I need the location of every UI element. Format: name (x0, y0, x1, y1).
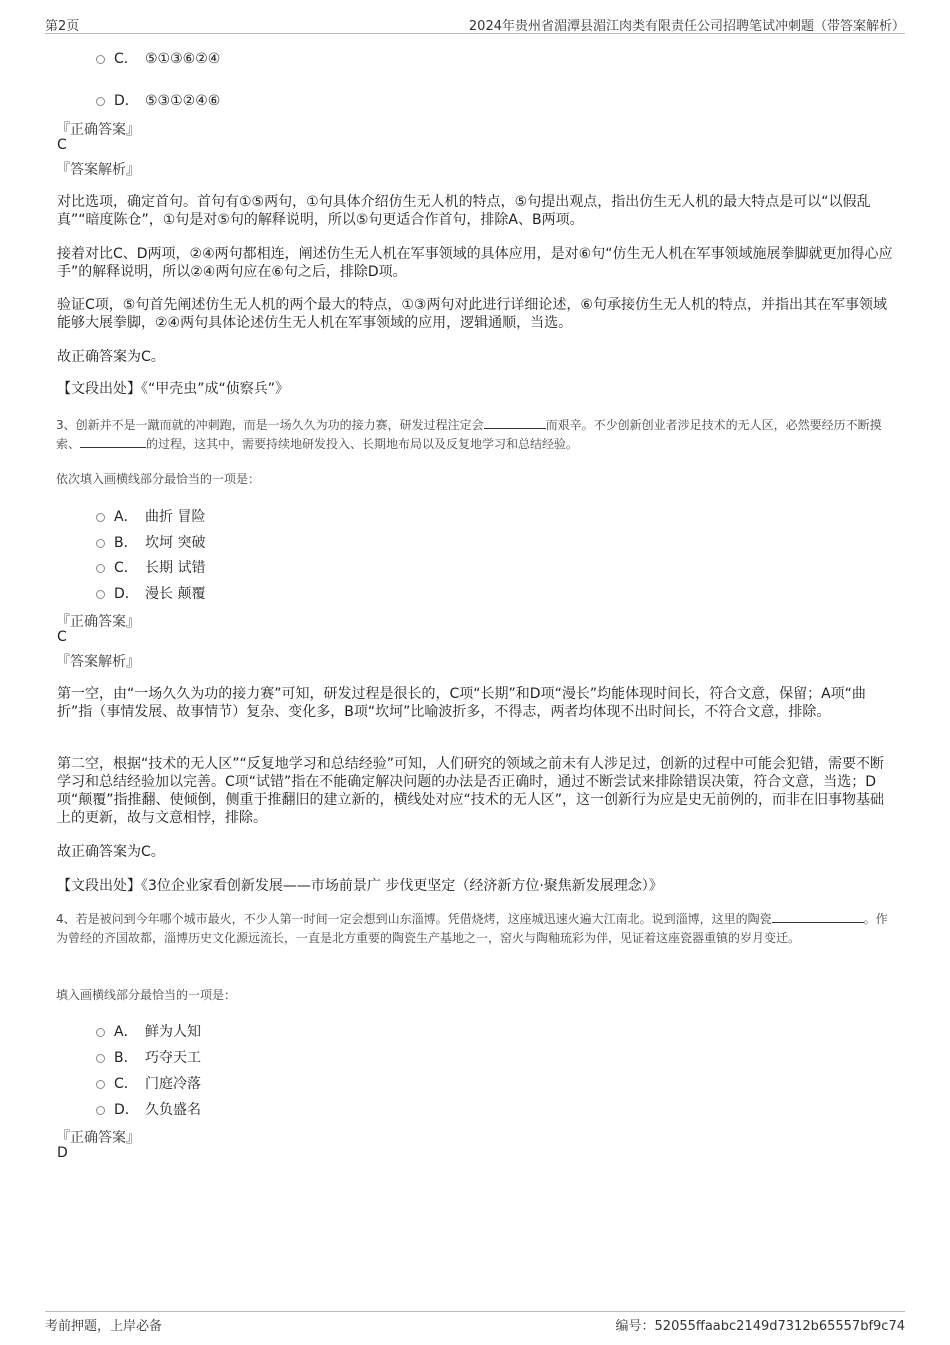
q2-source: 【文段出处】《“甲壳虫”成“侦察兵”》 (57, 381, 290, 397)
fill-blank (772, 911, 864, 923)
q3-analysis-p2: 第二空，根据“技术的无人区”“反复地学习和总结经验”可知，人们研究的领域之前未有人涉足过，创新的过程中可能会犯错，需要不断学习和总结经验加以完善。C项“试错”指在不能确定解决问题的办法是否正确时，通过不断尝试来排除错误决策，符合文意，当选；D项“颠覆”指推翻、使倾倒，侧重于推翻旧的建立新的，横线处对应“技术的无人区”，这一创新行为应是史无前例的，而非在旧事物基础上的更新，故与文意相悖，排除。 (57, 756, 885, 826)
radio-icon[interactable] (96, 564, 105, 573)
q2-analysis-p2: 接着对比C、D两项，②④两句都相连，阐述仿生无人机在军事领域的具体应用，是对⑥句“仿生无人机在军事领域施展拳脚就更加得心应手”的解释说明，所以②④两句应在⑥句之后，排除D项。 (57, 246, 893, 280)
q3-option-a[interactable]: A． 曲折 冒险 (96, 506, 205, 526)
q4-option-d[interactable]: D． 久负盛名 (96, 1099, 201, 1119)
q2-answer: C (57, 137, 67, 153)
q2-answer-label: 『正确答案』 (56, 122, 140, 138)
q2-analysis-p3: 验证C项，⑤句首先阐述仿生无人机的两个最大的特点，①③两句对此进行详细论述，⑥句承接仿生无人机的特点，并指出其在军事领域能够大展拳脚，②④两句具体论述仿生无人机在军事领域的应用，逻辑通顺，当选。 (57, 297, 887, 331)
radio-icon[interactable] (96, 55, 105, 64)
radio-icon[interactable] (96, 590, 105, 599)
q4-answer: D (57, 1145, 68, 1161)
q4-option-c[interactable]: C． 门庭冷落 (96, 1073, 201, 1093)
q3-option-c[interactable]: C． 长期 试错 (96, 557, 205, 577)
q3-answer-label: 『正确答案』 (56, 614, 140, 630)
radio-icon[interactable] (96, 1106, 105, 1115)
q4-option-b[interactable]: B． 巧夺天工 (96, 1047, 201, 1067)
q3-source: 【文段出处】《3位企业家看创新发展——市场前景广 步伐更坚定（经济新方位·聚焦新发展理念）》 (57, 878, 663, 894)
q3-analysis-p3: 故正确答案为C。 (57, 844, 165, 860)
page-number: 第2页 (45, 19, 80, 34)
q4-stem: 4、若是被问到今年哪个城市最火，不少人第一时间一定会想到山东淄博。凭借烧烤，这座城迅速火遍大江南北。说到淄博，这里的陶瓷 。作为曾经的齐国故都，淄博历史文化源远流长，一直是北方重要的陶瓷生产基地之一，窑火与陶釉琉彩为伴，见证着这座瓷器重镇的岁月变迁。 (56, 912, 888, 945)
q3-stem: 3、创新并不是一蹴而就的冲刺跑，而是一场久久为功的接力赛，研发过程注定会 而艰辛。不少创新创业者涉足技术的无人区，必然要经历不断摸索、 的过程，这其中，需要持续地研发投入、长期地布局以及反复地学习和总结经验。 (56, 418, 882, 451)
radio-icon[interactable] (96, 1054, 105, 1063)
page-footer (45, 1311, 905, 1337)
q2-analysis-label: 『答案解析』 (56, 162, 140, 178)
q2-option-d[interactable]: D． ⑤③①②④⑥ (96, 90, 220, 110)
q3-answer: C (57, 629, 67, 645)
radio-icon[interactable] (96, 1080, 105, 1089)
q2-option-c[interactable]: C． ⑤①③⑥②④ (96, 48, 220, 68)
page-header (45, 14, 905, 34)
footer-slogan: 考前押题，上岸必备 (45, 1319, 163, 1334)
q3-option-b[interactable]: B． 坎坷 突破 (96, 532, 205, 552)
q4-option-a[interactable]: A． 鲜为人知 (96, 1021, 201, 1041)
q4-prompt: 填入画横线部分最恰当的一项是： (56, 988, 237, 1002)
fill-blank (484, 417, 546, 429)
document-id: 编号：52055ffaabc2149d7312b65557bf9c74 (615, 1319, 905, 1334)
q4-answer-label: 『正确答案』 (56, 1130, 140, 1146)
radio-icon[interactable] (96, 513, 105, 522)
q3-option-d[interactable]: D． 漫长 颠覆 (96, 583, 205, 603)
radio-icon[interactable] (96, 539, 105, 548)
radio-icon[interactable] (96, 97, 105, 106)
q2-analysis-p1: 对比选项，确定首句。首句有①⑤两句，①句具体介绍仿生无人机的特点，⑤句提出观点，指出仿生无人机的最大特点是可以“以假乱真”“暗度陈仓”，①句是对⑤句的解释说明，所以⑤句更适合作首句，排除A、B两项。 (57, 194, 871, 228)
q2-analysis-p4: 故正确答案为C。 (57, 349, 165, 365)
document-title: 2024年贵州省湄潭县湄江肉类有限责任公司招聘笔试冲刺题（带答案解析） (468, 19, 905, 34)
fill-blank (80, 436, 146, 448)
q3-prompt: 依次填入画横线部分最恰当的一项是： (56, 472, 261, 486)
q3-analysis-p1: 第一空，由“一场久久为功的接力赛”可知，研发过程是很长的，C项“长期”和D项“漫长”均能体现时间长，符合文意，保留；A项“曲折”指（事情发展、故事情节）复杂、变化多，B项“坎坷”比喻波折多，不得志，两者均体现不出时间长，不符合文意，排除。 (57, 686, 866, 720)
q3-analysis-label: 『答案解析』 (56, 654, 140, 670)
radio-icon[interactable] (96, 1028, 105, 1037)
